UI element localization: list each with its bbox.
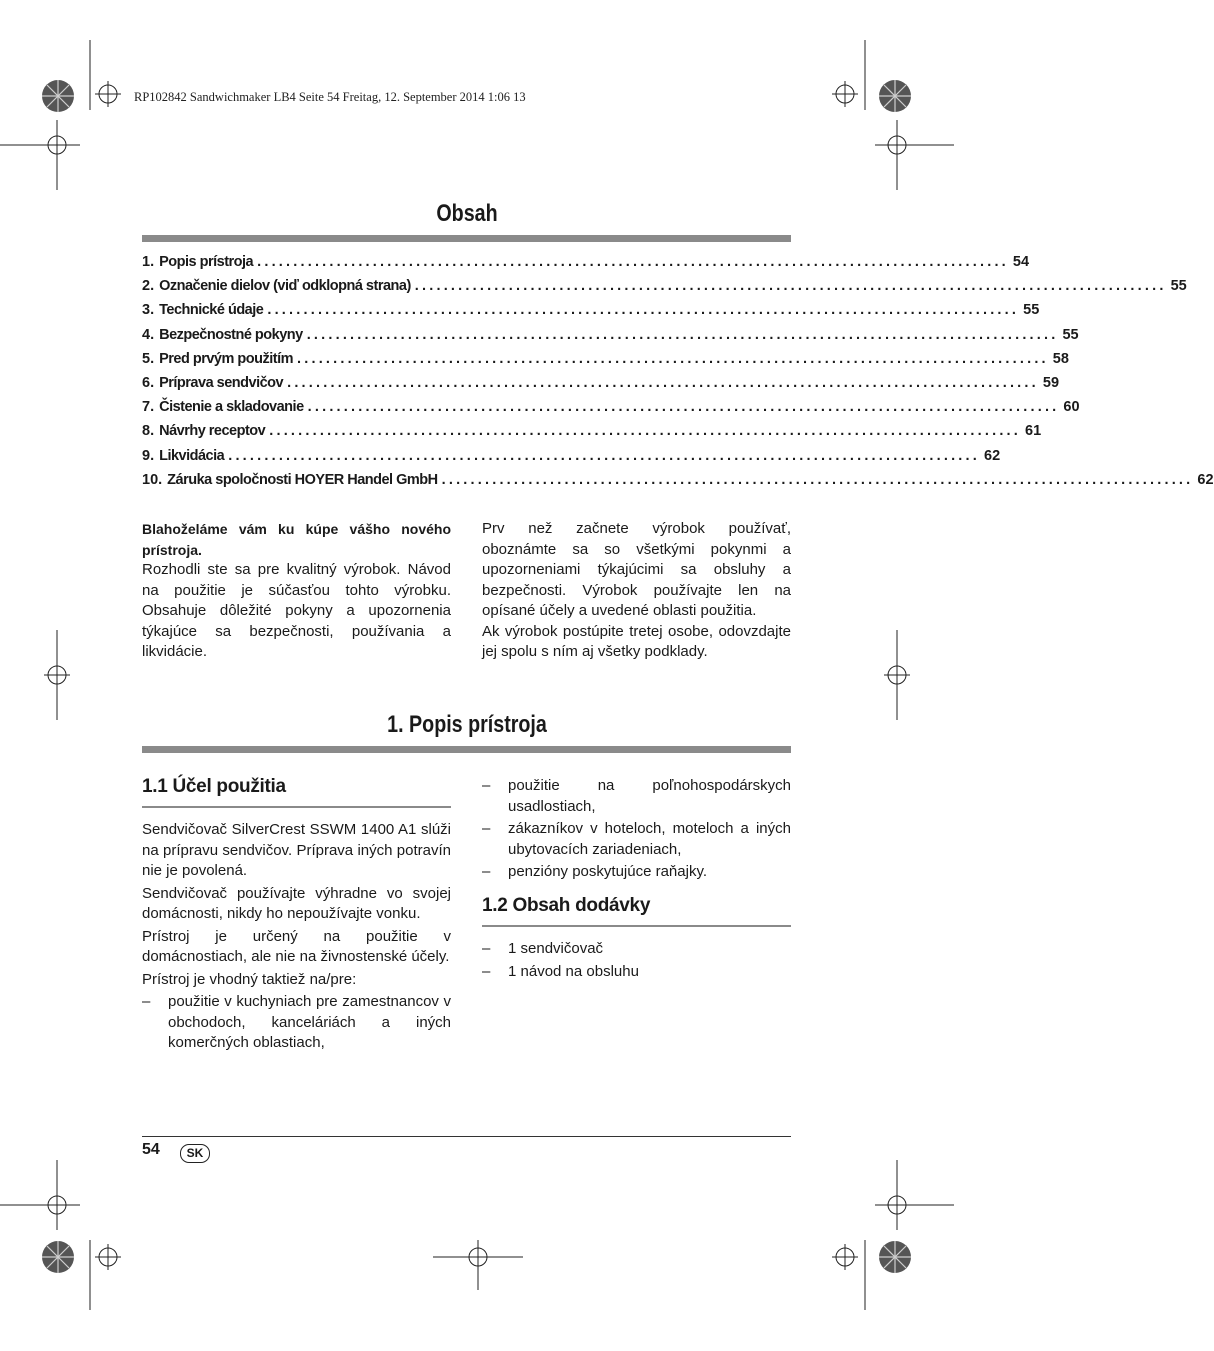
toc-leader: ........................................................................................................	[297, 350, 1049, 367]
dash-marker: –	[482, 863, 491, 880]
section-heading: 1. Popis prístroja	[387, 711, 547, 738]
heading-rule	[142, 806, 451, 808]
list-item	[482, 962, 791, 983]
list-item-text: použitie v kuchyniach pre zamestnancov v obchodoch, kanceláriách a iných komerčných oblastiach,	[168, 993, 451, 1051]
toc-row[interactable]	[142, 302, 1040, 326]
list-item-text: penzióny poskytujúce raňajky.	[508, 863, 707, 880]
toc-number: 10.	[142, 471, 163, 488]
list-item-text: 1 sendvičovač	[508, 940, 604, 957]
toc-title: Návrhy receptov	[159, 423, 266, 440]
toc-leader: ........................................................................................................	[441, 471, 1194, 488]
toc-leader: ........................................................................................................	[306, 326, 1059, 343]
toc-page: 55	[1170, 278, 1187, 295]
footer-rule	[142, 1136, 791, 1137]
toc-heading: Obsah	[436, 200, 498, 227]
toc-page: 62	[984, 447, 1001, 464]
toc-title: Pred prvým použitím	[159, 350, 294, 367]
toc-row[interactable]	[142, 399, 1080, 423]
dash-marker: –	[482, 962, 491, 980]
subsection-1-1-continued	[482, 776, 791, 883]
page-number: 54	[142, 1141, 160, 1158]
paragraph: Prístroj je vhodný taktiež na/pre:	[142, 970, 357, 988]
list-item	[142, 992, 451, 1054]
toc-number: 2.	[142, 278, 155, 295]
dash-marker: –	[142, 993, 151, 1010]
toc-leader: ........................................................................................................	[414, 278, 1167, 295]
intro-right-column	[482, 519, 791, 663]
toc-row[interactable]	[142, 447, 1001, 472]
toc-page: 54	[1012, 254, 1030, 270]
language-badge: SK	[180, 1144, 210, 1163]
dash-marker: –	[482, 820, 491, 837]
toc-page: 55	[1023, 302, 1040, 319]
toc-number: 9.	[142, 447, 155, 464]
toc-page: 55	[1062, 326, 1079, 343]
toc-number: 7.	[142, 399, 155, 416]
toc-leader: ........................................................................................................	[287, 374, 1039, 391]
toc-number: 8.	[142, 423, 155, 440]
toc-row[interactable]	[142, 423, 1042, 447]
toc-title: Príprava sendvičov	[159, 374, 284, 391]
toc-title: Označenie dielov (viď odklopná strana)	[159, 278, 411, 295]
paragraph: Prístroj je určený na použitie v domácnostiach, ale nie na živnostenské účely.	[142, 927, 451, 965]
intro-right-paragraph-2: Ak výrobok postúpite tretej osobe, odovzdajte jej spolu s ním aj všetky podklady.	[482, 622, 791, 660]
toc-number: 1.	[142, 254, 155, 270]
intro-left-column	[142, 519, 451, 663]
toc-leader: ........................................................................................................	[267, 302, 1020, 319]
toc-number: 5.	[142, 350, 155, 367]
toc-heading-bar	[142, 235, 791, 242]
list-item-text: 1 návod na obsluhu	[508, 962, 639, 980]
section-heading-bar	[142, 746, 791, 753]
dash-marker: –	[482, 940, 491, 957]
toc-row[interactable]	[142, 374, 1060, 399]
toc-leader: ........................................................................................................	[228, 447, 980, 464]
intro-greeting: Blahoželáme vám ku kúpe vášho nového prístroja.	[142, 521, 451, 558]
toc-title: Bezpečnostné pokyny	[159, 326, 303, 343]
list-item	[482, 819, 791, 860]
toc-leader: ........................................................................................................	[269, 423, 1022, 440]
toc-number: 4.	[142, 326, 155, 343]
toc-page: 61	[1025, 423, 1042, 440]
subsection-heading: 1.1 Účel použitia	[142, 776, 286, 797]
intro-left-paragraph: Rozhodli ste sa pre kvalitný výrobok. Návod na použitie je súčasťou tohto výrobku. Obsahuje dôležité pokyny a upozornenia týkajúce sa bezpečnosti, používania a likvidácie.	[142, 561, 451, 660]
toc-page: 59	[1042, 374, 1060, 391]
paragraph: Sendvičovač SilverCrest SSWM 1400 A1 slúži na prípravu sendvičov. Príprava iných potravín nie je povolená.	[142, 821, 451, 879]
toc-row[interactable]	[142, 326, 1079, 351]
dash-marker: –	[482, 777, 491, 794]
toc-page: 58	[1052, 350, 1069, 367]
list-item	[482, 776, 791, 817]
toc-leader: ........................................................................................................	[257, 254, 1009, 270]
toc-number: 6.	[142, 374, 155, 391]
subsection-1-1	[142, 776, 451, 1054]
toc-row[interactable]	[142, 350, 1069, 375]
toc-page: 62	[1197, 471, 1214, 488]
toc-row[interactable]	[142, 278, 1187, 302]
heading-rule	[482, 925, 791, 927]
table-of-contents	[142, 254, 1214, 496]
list-item-text: použitie na poľnohospodárskych usadlostiach,	[508, 777, 791, 815]
toc-title: Popis prístroja	[159, 254, 254, 270]
list-item-text: zákazníkov v hoteloch, moteloch a iných ubytovacích zariadeniach,	[508, 820, 791, 858]
paragraph: Sendvičovač používajte výhradne vo svojej domácnosti, nikdy ho nepoužívajte vonku.	[142, 884, 451, 922]
toc-title: Likvidácia	[159, 447, 225, 464]
toc-row[interactable]	[142, 254, 1030, 278]
toc-leader: ........................................................................................................	[307, 399, 1060, 416]
toc-title: Technické údaje	[159, 302, 264, 319]
toc-title: Čistenie a skladovanie	[159, 399, 304, 416]
subsection-1-2	[482, 895, 791, 982]
toc-title: Záruka spoločnosti HOYER Handel GmbH	[167, 471, 438, 488]
toc-page: 60	[1063, 399, 1080, 416]
toc-number: 3.	[142, 302, 155, 319]
toc-row[interactable]	[142, 471, 1214, 496]
print-slug: RP102842 Sandwichmaker LB4 Seite 54 Freitag, 12. September 2014 1:06 13	[134, 90, 526, 104]
list-item	[482, 862, 791, 883]
subsection-heading: 1.2 Obsah dodávky	[482, 895, 651, 916]
intro-right-paragraph-1: Prv než začnete výrobok používať, oboznámte sa so všetkými pokynmi a upozorneniami týkajúcimi sa obsluhy a bezpečnosti. Výrobok používajte len na opísané účely a uvedené oblasti použitia.	[482, 520, 791, 619]
list-item	[482, 939, 791, 960]
